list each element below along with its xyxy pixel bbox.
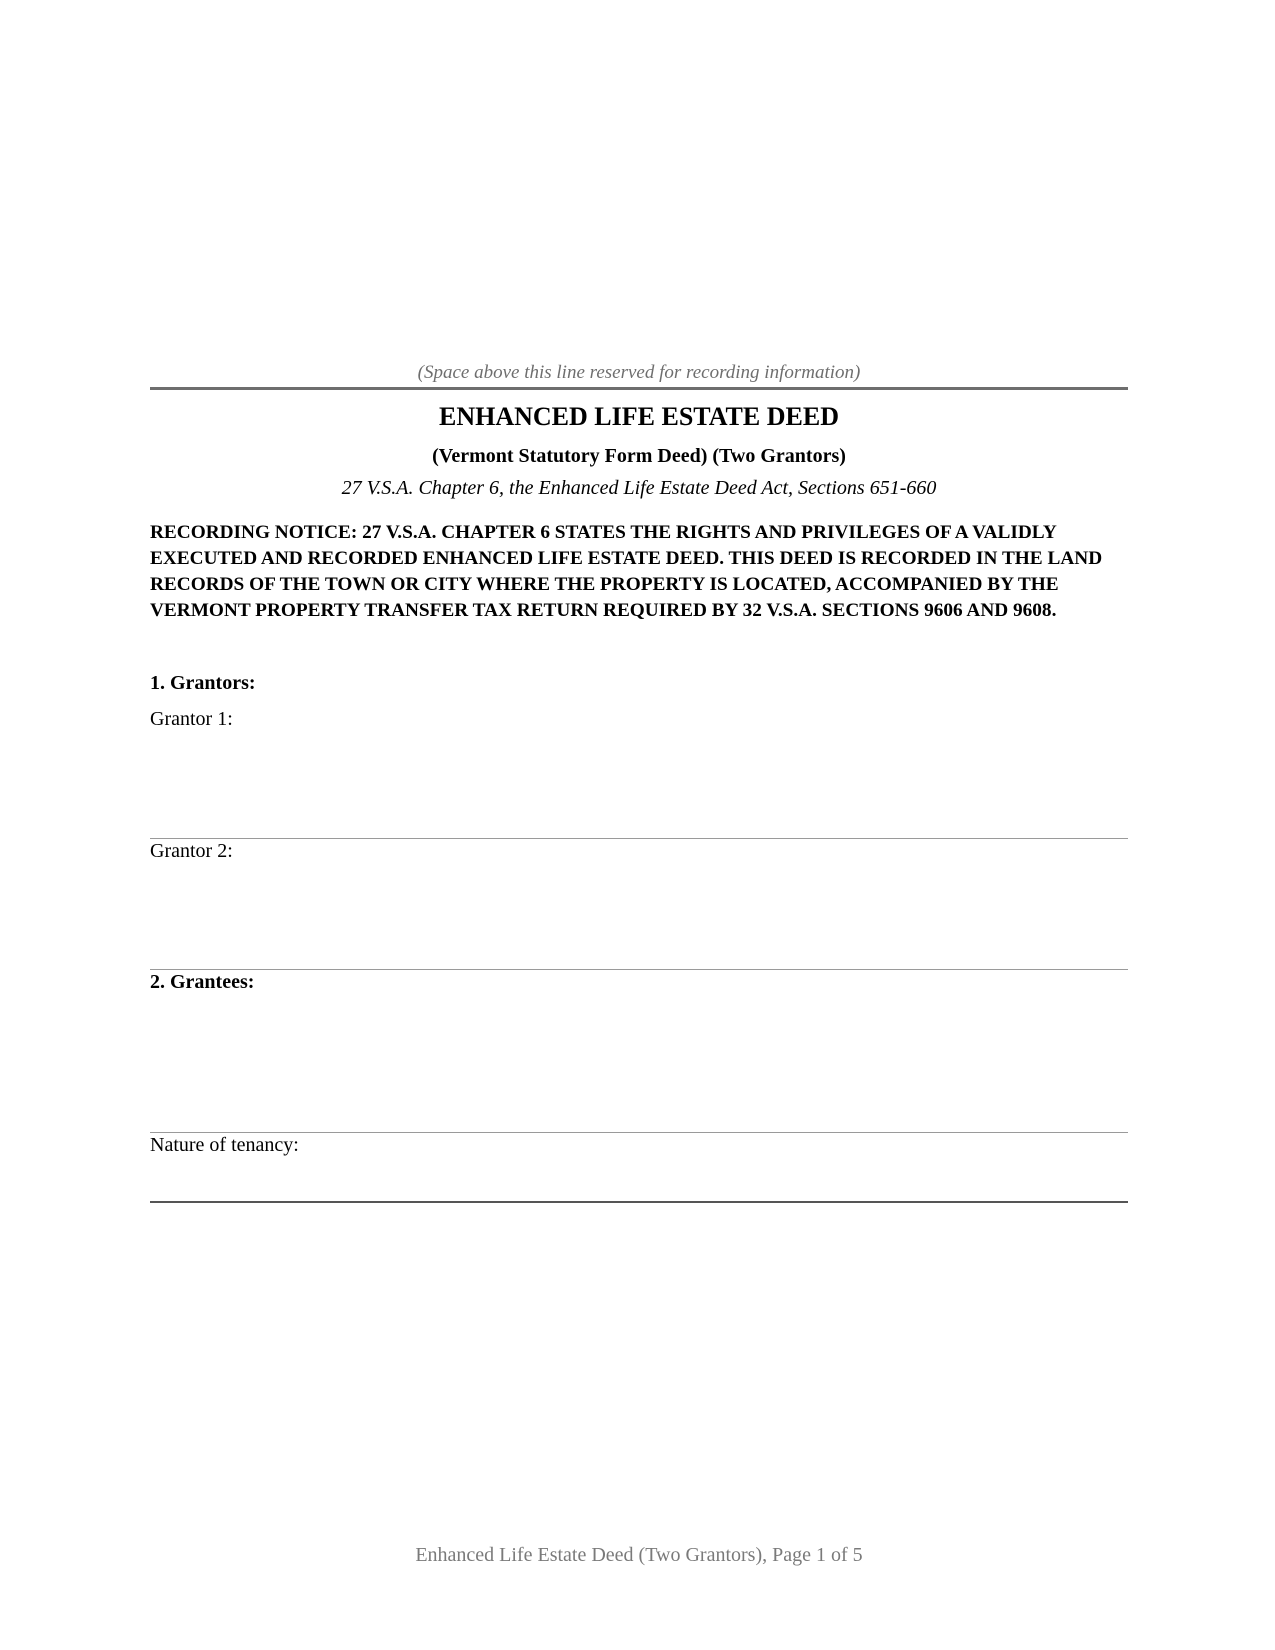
document-page [150, 0, 1128, 1650]
grantor-1-label: Grantor 1: [150, 708, 233, 730]
grantors-heading: 1. Grantors: [150, 672, 256, 694]
tenancy-fill-line [150, 1201, 1128, 1203]
recording-space-divider [150, 387, 1128, 390]
tenancy-label: Nature of tenancy: [150, 1134, 299, 1156]
recording-notice: RECORDING NOTICE: 27 V.S.A. CHAPTER 6 STATES THE RIGHTS AND PRIVILEGES OF A VALIDLY EXECUTED AND RECORDED ENHANCED LIFE ESTATE DEED. THIS DEED IS RECORDED IN THE LAND RECORDS OF THE TOWN OR CITY WHERE THE PROPERTY IS LOCATED, ACCOMPANIED BY THE VERMONT PROPERTY TRANSFER TAX RETURN REQUIRED BY 32 V.S.A. SECTIONS 9606 AND 9608. [150, 522, 1103, 621]
grantor-1-fill-line [150, 838, 1128, 839]
grantees-heading: 2. Grantees: [150, 971, 255, 993]
grantor-2-fill-line [150, 969, 1128, 970]
page-footer: Enhanced Life Estate Deed (Two Grantors), Page 1 of 5 [415, 1544, 863, 1566]
recording-space-note: (Space above this line reserved for recording information) [417, 362, 861, 383]
document-subtitle: (Vermont Statutory Form Deed) (Two Grantors) [432, 445, 846, 467]
statute-reference: 27 V.S.A. Chapter 6, the Enhanced Life Estate Deed Act, Sections 651-660 [341, 477, 937, 499]
document-title: ENHANCED LIFE ESTATE DEED [439, 402, 839, 431]
grantor-2-label: Grantor 2: [150, 840, 233, 862]
